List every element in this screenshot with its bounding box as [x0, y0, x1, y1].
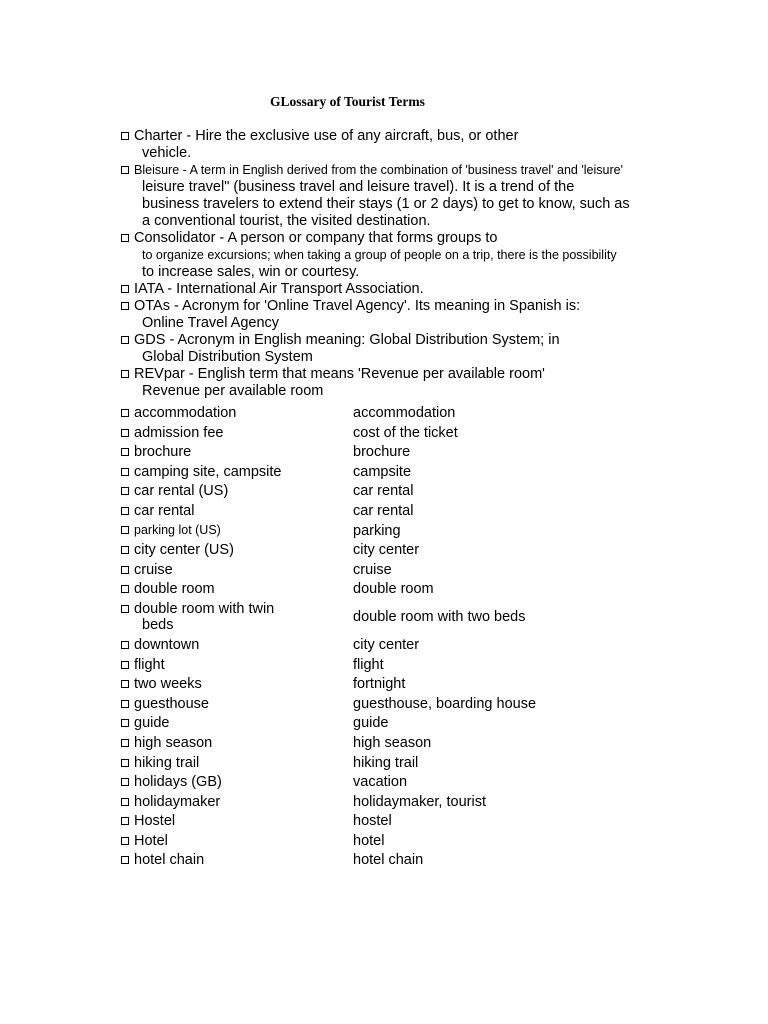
glossary-translation: guide	[353, 715, 389, 732]
glossary-translation: cruise	[353, 561, 392, 578]
glossary-translation: hiking trail	[353, 754, 419, 771]
glossary-row	[121, 635, 721, 655]
glossary-row	[121, 560, 721, 580]
definition-line: a conventional tourist, the visited destination.	[142, 213, 431, 229]
glossary-term: parking lot (US)	[134, 522, 221, 537]
definition-line: REVpar - English term that means 'Revenue per available room'	[134, 366, 545, 382]
glossary-translation: hotel	[353, 832, 385, 849]
glossary-term: brochure	[134, 444, 192, 461]
definition-line: Global Distribution System	[142, 349, 313, 365]
glossary-row	[121, 521, 721, 541]
glossary-term: admission fee	[134, 424, 224, 441]
glossary-term: city center (US)	[134, 542, 234, 559]
glossary-translation: car rental	[353, 483, 414, 500]
glossary-term: guesthouse	[134, 695, 209, 712]
definition-line: Bleisure - A term in English derived from the combination of 'business travel' and 'leisure'	[134, 163, 623, 177]
checkbox-icon	[121, 661, 129, 669]
definition-consolidator	[121, 230, 721, 281]
checkbox-icon	[121, 759, 129, 767]
glossary-translation: double room with two beds	[353, 608, 526, 625]
checkbox-icon	[121, 507, 129, 515]
definition-line: business travelers to extend their stays (1 or 2 days) to get to know, such as	[142, 196, 630, 212]
definition-line: vehicle.	[142, 145, 192, 161]
glossary-row	[121, 694, 721, 714]
glossary-translation: campsite	[353, 463, 412, 480]
glossary-row	[121, 540, 721, 560]
glossary-term-continued: beds	[142, 616, 174, 633]
glossary-term: accommodation	[134, 405, 237, 421]
checkbox-icon	[121, 468, 129, 476]
glossary-translation: city center	[353, 636, 420, 653]
glossary-term: flight	[134, 656, 165, 673]
glossary-translation: flight	[353, 656, 384, 673]
glossary-term: hotel chain	[134, 852, 205, 869]
glossary-term: guide	[134, 715, 170, 732]
glossary-translation: accommodation	[353, 405, 456, 421]
glossary-translation: guesthouse, boarding house	[353, 695, 537, 712]
glossary-row	[121, 811, 721, 831]
definition-revpar	[121, 366, 721, 400]
definition-line: OTAs - Acronym for 'Online Travel Agency'. Its meaning in Spanish is:	[134, 298, 581, 314]
glossary-term: car rental	[134, 502, 195, 519]
checkbox-icon	[121, 546, 129, 554]
glossary-term: double room	[134, 581, 215, 598]
checkbox-icon	[121, 234, 129, 242]
glossary-row	[121, 792, 721, 812]
glossary-table	[121, 403, 721, 870]
checkbox-icon	[121, 798, 129, 806]
glossary-term: high season	[134, 734, 213, 751]
definition-line: IATA - International Air Transport Association.	[134, 281, 424, 297]
glossary-translation: parking	[353, 522, 401, 539]
definitions-list	[121, 128, 721, 400]
document-title: GLossary of Tourist Terms	[270, 94, 425, 109]
definition-gds	[121, 332, 721, 366]
definition-line: Charter - Hire the exclusive use of any aircraft, bus, or other	[134, 128, 519, 144]
checkbox-icon	[121, 837, 129, 845]
glossary-row	[121, 481, 721, 501]
glossary-translation: high season	[353, 734, 432, 751]
checkbox-icon	[121, 719, 129, 727]
checkbox-icon	[121, 429, 129, 437]
glossary-translation: fortnight	[353, 676, 406, 693]
definition-bleisure	[121, 162, 721, 230]
definition-charter	[121, 128, 721, 162]
checkbox-icon	[121, 566, 129, 574]
glossary-term: two weeks	[134, 676, 202, 693]
glossary-translation: hostel	[353, 813, 392, 830]
glossary-translation: vacation	[353, 774, 408, 791]
checkbox-icon	[121, 817, 129, 825]
glossary-row	[121, 753, 721, 773]
checkbox-icon	[121, 409, 129, 417]
glossary-row	[121, 655, 721, 675]
glossary-row	[121, 403, 721, 423]
checkbox-icon	[121, 370, 129, 378]
glossary-translation: double room	[353, 581, 434, 598]
glossary-row	[121, 831, 721, 851]
glossary-row	[121, 423, 721, 443]
definition-line: leisure travel" (business travel and leisure travel). It is a trend of the	[142, 179, 575, 195]
checkbox-icon	[121, 302, 129, 310]
checkbox-icon	[121, 166, 129, 174]
definition-line: GDS - Acronym in English meaning: Global Distribution System; in	[134, 332, 560, 348]
glossary-term: holidaymaker	[134, 793, 221, 810]
glossary-translation: hotel chain	[353, 852, 424, 869]
definition-otas	[121, 298, 721, 332]
checkbox-icon	[121, 700, 129, 708]
glossary-translation: brochure	[353, 444, 411, 461]
glossary-term: camping site, campsite	[134, 463, 282, 480]
checkbox-icon	[121, 778, 129, 786]
glossary-row	[121, 462, 721, 482]
definition-line: to increase sales, win or courtesy.	[142, 264, 360, 280]
glossary-row	[121, 501, 721, 521]
checkbox-icon	[121, 605, 129, 613]
definition-line: Consolidator - A person or company that forms groups to	[134, 230, 498, 246]
glossary-row	[121, 674, 721, 694]
checkbox-icon	[121, 739, 129, 747]
glossary-row	[121, 772, 721, 792]
checkbox-icon	[121, 285, 129, 293]
glossary-row	[121, 733, 721, 753]
glossary-term: holidays (GB)	[134, 774, 222, 791]
glossary-row	[121, 442, 721, 462]
glossary-term: Hotel	[134, 832, 168, 849]
glossary-row	[121, 850, 721, 870]
glossary-row	[121, 713, 721, 733]
glossary-term: Hostel	[134, 813, 176, 830]
checkbox-icon	[121, 856, 129, 864]
checkbox-icon	[121, 680, 129, 688]
glossary-row	[121, 599, 721, 635]
glossary-term: car rental (US)	[134, 483, 229, 500]
checkbox-icon	[121, 487, 129, 495]
checkbox-icon	[121, 448, 129, 456]
glossary-translation: city center	[353, 542, 420, 559]
definition-line: to organize excursions; when taking a group of people on a trip, there is the possibility	[142, 248, 617, 262]
glossary-translation: car rental	[353, 502, 414, 519]
glossary-translation: cost of the ticket	[353, 424, 458, 441]
glossary-term: downtown	[134, 636, 200, 653]
definition-line: Revenue per available room	[142, 383, 324, 399]
glossary-row	[121, 579, 721, 599]
checkbox-icon	[121, 132, 129, 140]
checkbox-icon	[121, 641, 129, 649]
glossary-translation: holidaymaker, tourist	[353, 793, 486, 810]
glossary-term: hiking trail	[134, 754, 200, 771]
checkbox-icon	[121, 585, 129, 593]
glossary-term: double room with twin	[134, 600, 275, 617]
checkbox-icon	[121, 526, 129, 534]
glossary-term: cruise	[134, 561, 173, 578]
checkbox-icon	[121, 336, 129, 344]
definition-iata	[121, 281, 721, 298]
definition-line: Online Travel Agency	[142, 315, 280, 331]
